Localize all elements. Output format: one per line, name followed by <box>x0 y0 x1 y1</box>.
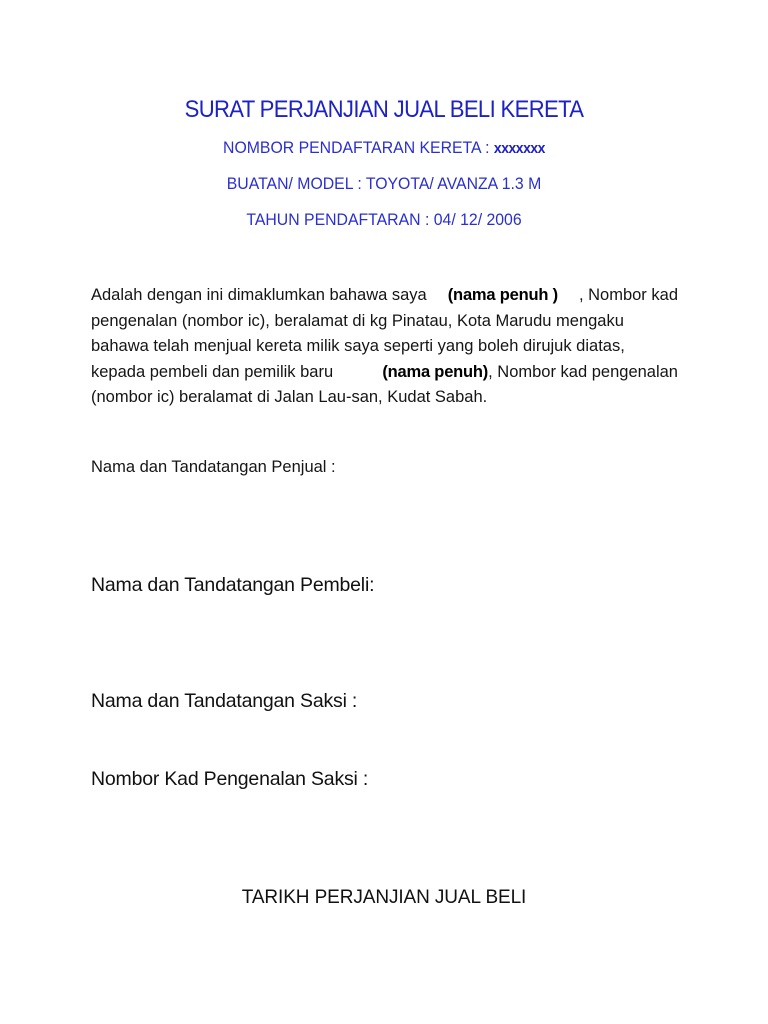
paragraph-text: , Nombor kad <box>578 286 678 304</box>
registration-number-value: xxxxxxx <box>493 140 545 157</box>
paragraph-text: kepada pembeli dan pemilik baru <box>91 362 334 381</box>
paragraph-line-4 <box>91 360 678 386</box>
buyer-signature-label: Nama dan Tandatangan Pembeli: <box>91 574 375 596</box>
paragraph-text: Adalah dengan ini dimaklumkan bahawa saya <box>91 286 427 304</box>
agreement-date-label: TARIKH PERJANJIAN JUAL BELI <box>241 887 527 908</box>
registration-number-label: NOMBOR PENDAFTARAN KERETA : <box>223 138 494 157</box>
paragraph-text: , Nombor kad pengenalan <box>488 362 678 381</box>
seller-signature-label: Nama dan Tandatangan Penjual : <box>91 458 336 476</box>
seller-name-placeholder: (nama penuh ) <box>447 286 558 304</box>
paragraph-line-3 <box>91 334 678 360</box>
registration-year-line: TAHUN PENDAFTARAN : 04/ 12/ 2006 <box>246 210 522 229</box>
document-title: SURAT PERJANJIAN JUAL BELI KERETA <box>184 96 584 123</box>
paragraph-text: bahawa telah menjual kereta milik saya seperti yang boleh dirujuk diatas, <box>91 337 625 355</box>
witness-signature-label: Nama dan Tandatangan Saksi : <box>91 690 358 712</box>
paragraph-line-5 <box>91 385 678 411</box>
paragraph-line-1 <box>91 283 678 309</box>
make-model-line: BUATAN/ MODEL : TOYOTA/ AVANZA 1.3 M <box>226 174 542 193</box>
paragraph-text: pengenalan (nombor ic), beralamat di kg Pinatau, Kota Marudu mengaku <box>91 311 624 330</box>
agreement-paragraph <box>91 283 678 411</box>
paragraph-line-2 <box>91 309 678 335</box>
paragraph-text: (nombor ic) beralamat di Jalan Lau-san, Kudat Sabah. <box>91 388 488 406</box>
registration-number-line <box>27 138 741 158</box>
witness-ic-label: Nombor Kad Pengenalan Saksi : <box>91 768 369 790</box>
buyer-name-placeholder: (nama penuh) <box>382 362 489 381</box>
paragraph-line-4-tail <box>382 360 678 386</box>
